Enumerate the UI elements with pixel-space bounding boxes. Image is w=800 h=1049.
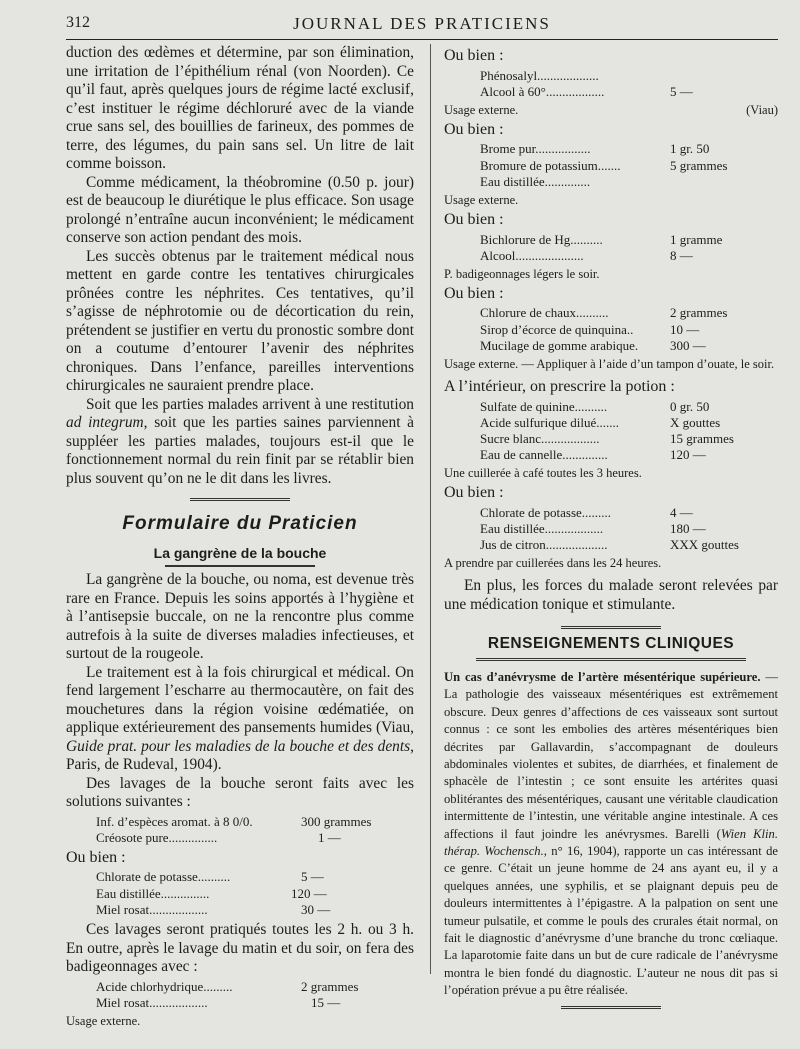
- section-rule: [561, 626, 661, 631]
- usage-note: Usage externe.: [444, 193, 519, 208]
- page-number: 312: [66, 14, 90, 31]
- right-column: [444, 44, 778, 1011]
- ou-bien: Ou bien :: [444, 120, 504, 138]
- usage-note: A prendre par cuillerées dans les 24 heures.: [444, 556, 662, 571]
- left-column: [66, 44, 414, 1029]
- prescription: Sulfate de quinine.......... 0 gr. 50 Acide sulfurique dilué....... X gouttes Sucre blanc.................. 15 grammes Eau de cannelle.............. 120 —: [480, 398, 734, 463]
- section-rule: [190, 498, 290, 503]
- usage-note: Usage externe.: [66, 1013, 141, 1028]
- section-title: RENSEIGNEMENTS CLINIQUES: [487, 635, 735, 653]
- ou-bien: Ou bien :: [66, 848, 126, 866]
- journal-title: JOURNAL DES PRATICIENS: [293, 14, 551, 33]
- end-rule: [561, 1006, 661, 1011]
- ou-bien: Ou bien :: [444, 47, 504, 64]
- prescription: Phénosalyl................... Alcool à 60°.................. 5 —: [480, 67, 693, 99]
- title-rule: [165, 565, 315, 567]
- paragraph: La gangrène de la bouche, ou noma, est devenue très rare en France. Depuis les soins apportés à l’hygiène et à l’antisepsie buccale, on ne la rencontre plus comme autrefois à la suite de diverses maladies infectieuses, et surtout de la rougeole.: [66, 571, 414, 662]
- paragraph: Des lavages de la bouche seront faits avec les solutions suivantes :: [66, 774, 414, 810]
- section-title: Formulaire du Praticien: [122, 513, 358, 534]
- page-header: [66, 14, 778, 36]
- interieur: A l’intérieur, on prescrire la potion :: [444, 378, 675, 396]
- prescription: Chlorate de potasse......... 4 — Eau distillée.................. 180 — Jus de citron................... XXX gouttes: [480, 504, 739, 553]
- paragraph: Comme médicament, la théobromine (0.50 p. jour) est de beaucoup le diurétique le plus efficace. Son usage prolongé n’entraîne aucun inconvénient; le médicament conserve son action pendant des mois.: [66, 173, 414, 246]
- usage-note: Usage externe. — Appliquer à l’aide d’un tampon d’ouate, le soir.: [444, 357, 775, 372]
- article-lead: Un cas d’anévrysme de l’artère mésentérique supérieure.: [444, 669, 761, 684]
- paragraph: Ces lavages seront pratiqués toutes les 2 h. ou 3 h. En outre, après le lavage du matin et du soir, on fera des badigeonnages avec :: [66, 921, 414, 976]
- paragraph: duction des œdèmes et détermine, par son élimination, une irritation de l’épithélium rénal (von Noorden). Ce qu’il faut, après quelques jours de régime lacté exclusif, c’est instituer le régime déchloruré avec de la viande crue sans sel, des bouillies de farineux, des pommes de terre, des légumes, du pain sans sel. Un litre de lait comme boisson.: [66, 44, 414, 172]
- ou-bien: Ou bien :: [444, 284, 504, 302]
- prescription: Acide chlorhydrique......... 2 grammes Miel rosat.................. 15 —: [96, 978, 359, 1010]
- paragraph: Les succès obtenus par le traitement médical nous mettent en garde contre les tentatives chirurgicales prônées contre les néphrites. Ces tentatives, qu’il s’agisse de néphrotomie ou de décortication du rein, prétendent se justifier en vertu du pronostic sombre dont on a coutume d’entourer l’avenir des néphrites chroniques. Dans l’enfance, pareilles interventions chirurgicales ne sauraient prendre place.: [66, 247, 414, 394]
- prescription: Brome pur................. 1 gr. 50 Bromure de potassium....... 5 grammes Eau distillée..............: [480, 141, 728, 189]
- usage-note: Usage externe. (Viau): [444, 102, 778, 117]
- paragraph: Le traitement est à la fois chirurgical et médical. On fend largement l’escharre au thermocautère, on fait des mouchetures dans la région voisine œdématiée, on applique extérieurement des pansements humides (Viau, Guide prat. pour les maladies de la bouche et des dents, Paris, de Rudeval, 1904).: [66, 663, 414, 773]
- title-rule: [476, 658, 746, 663]
- ou-bien: Ou bien :: [444, 211, 504, 229]
- usage-note: P. badigeonnages légers le soir.: [444, 266, 600, 281]
- paragraph: Soit que les parties malades arrivent à une restitution ad integrum, soit que les parties saines parviennent à suppléer les parties malades, toujours est-il que le fonctionnement normal du rein finit par se rétablir bien plus souvent qu’on ne le dit dans les livres.: [66, 395, 414, 487]
- prescription: Inf. d’espèces aromat. à 8 0/0. 300 grammes Créosote pure............... 1 —: [96, 813, 372, 845]
- prescription: Chlorure de chaux.......... 2 grammes Sirop d’écorce de quinquina.. 10 — Mucilage de gomme arabique. 300 —: [480, 305, 728, 353]
- column-divider: [430, 44, 431, 974]
- ou-bien: Ou bien :: [444, 484, 504, 502]
- article-title: La gangrène de la bouche: [153, 544, 327, 561]
- paragraph: En plus, les forces du malade seront relevées par une médication tonique et stimulante.: [444, 577, 778, 613]
- prescription: Chlorate de potasse.......... 5 — Eau distillée............... 120 — Miel rosat.................. 30 —: [96, 869, 331, 917]
- prescription: Bichlorure de Hg.......... 1 gramme Alcool..................... 8 —: [480, 231, 723, 263]
- usage-note: Une cuillerée à café toutes les 3 heures.: [444, 466, 642, 481]
- clinical-article: Un cas d’anévrysme de l’artère mésentérique supérieure. — La pathologie des vaisseaux mésentériques est extrêmement obscure. Deux genres d’affections de ces vaisseaux sont surtout connus : ce sont les embolies des artères mésentériques bien décrites par Gallavardin, s’accompagnant de douleurs abdominales violentes et subites, de diarrhées, et finalement de sphacèle de l’intestin ; ce sont ensuite les artérites quasi oblitérantes des mésentériques, causant une véritable claudication intermittente de l’intestin, une véritable angine intestinale. A ces affections il faut joindre les anévrysmes. Barelli (Wien Klin. thérap. Wochensch., n° 16, 1904), rapporte un cas intéressant de ce genre. C’était un jeune homme de 24 ans ayant eu, il y a quelques années, une syphilis, et se plaignant depuis peu de douleurs intermittentes à l’épigastre. A la palpation on sent une tumeur pulsatile, et comme le pouls des crurales était normal, on fait le diagnostic d’anévrysme d’une branche du tronc cœliaque. La laparotomie faite dans un but de cure radicale de l’anévrysme montra le bien fondé du diagnostic. L’auteur ne nous dit pas si l’opération prévue a pu être réalisée.: [444, 669, 779, 998]
- header-rule: [66, 39, 778, 40]
